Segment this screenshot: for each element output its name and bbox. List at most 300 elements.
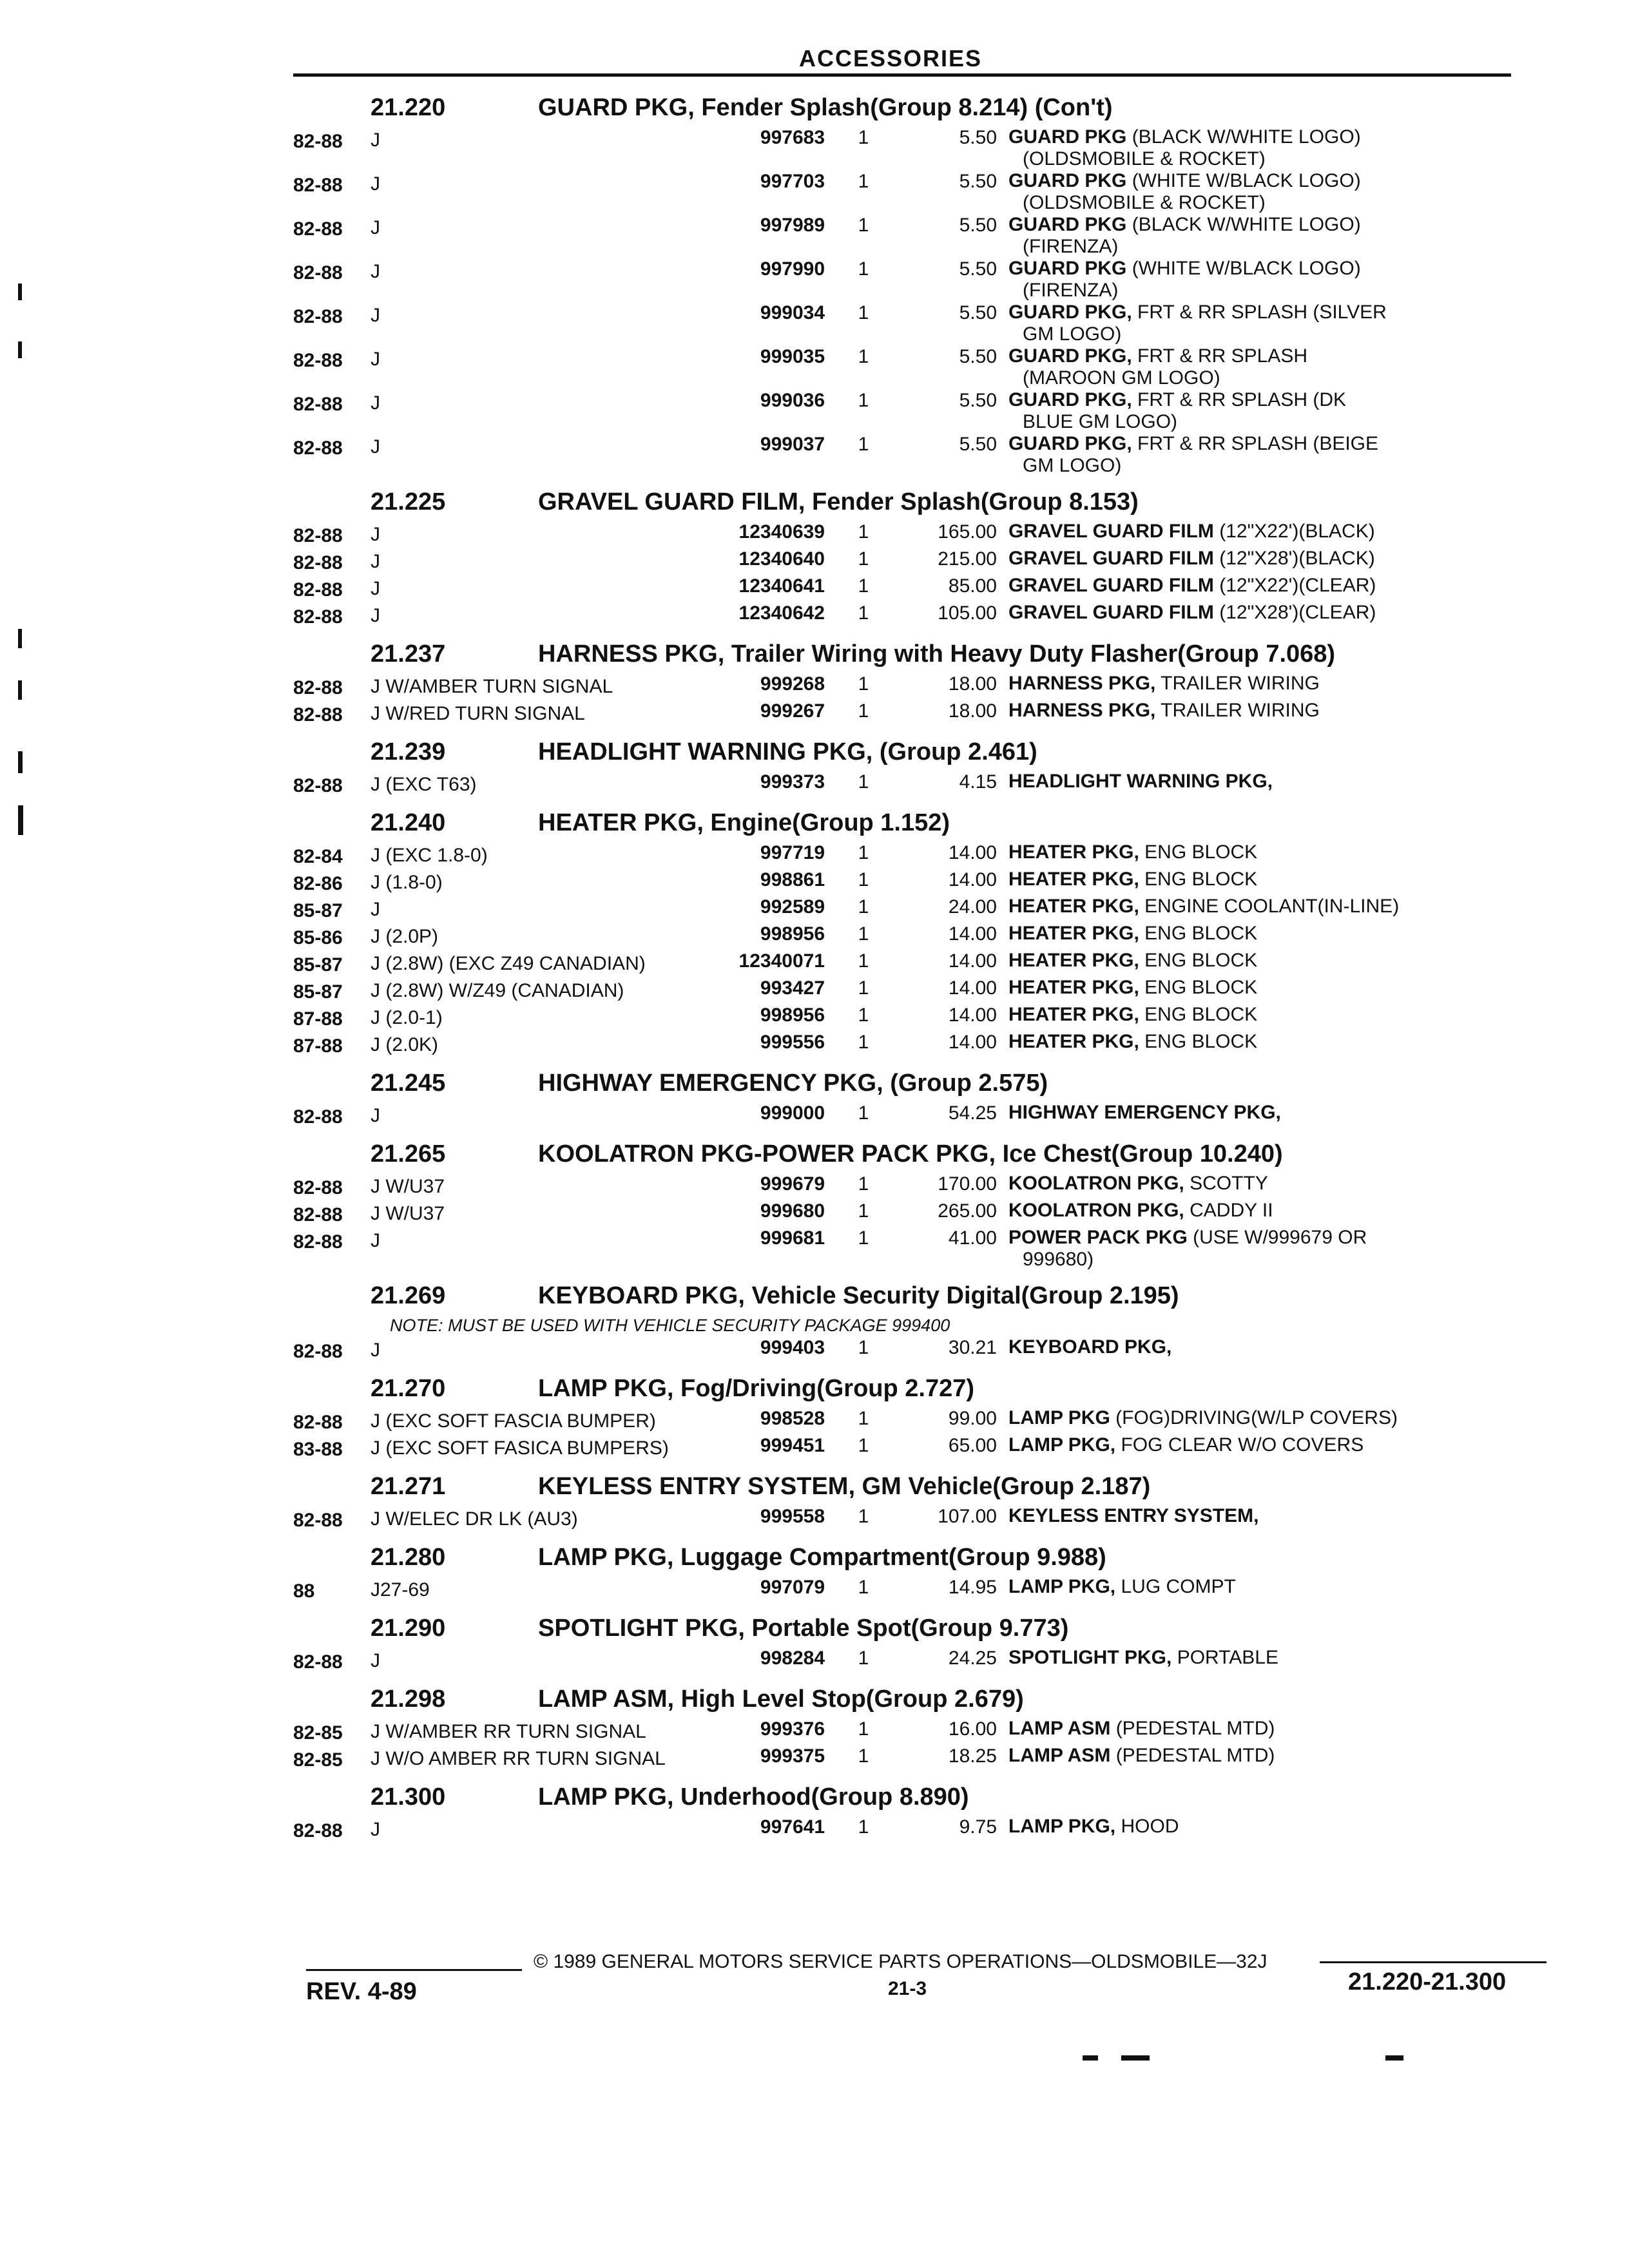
footer-page-number: 21-3 (888, 1978, 927, 1999)
part-number: 999680 (760, 1200, 825, 1222)
part-detail-continued: (FIRENZA) (1023, 236, 1119, 257)
part-detail-continued: (FIRENZA) (1023, 280, 1119, 301)
section-title: HEATER PKG, Engine(Group 1.152) (538, 809, 950, 836)
catalog-section (293, 1778, 1518, 1843)
section-title: LAMP PKG, Luggage Compartment(Group 9.988) (538, 1544, 1106, 1571)
catalog-section (293, 1610, 1518, 1674)
section-number: 21.220 (371, 94, 446, 121)
model-applicability: J (371, 578, 380, 599)
part-row (293, 602, 1518, 629)
part-number: 999403 (760, 1337, 825, 1358)
section-heading (293, 733, 1518, 771)
part-name: GRAVEL GUARD FILM (1008, 521, 1214, 542)
price: 14.00 (948, 1004, 997, 1026)
model-years: 82-88 (293, 552, 343, 573)
part-number: 993427 (760, 977, 825, 999)
part-name: HEATER PKG, (1008, 869, 1139, 890)
part-name: GUARD PKG, (1008, 433, 1132, 454)
part-number: 998956 (760, 923, 825, 945)
quantity: 1 (858, 1102, 869, 1124)
section-heading (293, 635, 1518, 673)
model-years: 87-88 (293, 1008, 343, 1030)
model-years: 82-88 (293, 677, 343, 698)
part-detail: LUG COMPT (1121, 1576, 1236, 1597)
part-row (293, 950, 1518, 977)
price: 14.00 (948, 923, 997, 945)
price: 5.50 (959, 127, 997, 148)
part-detail: (BLACK W/WHITE LOGO) (1132, 214, 1361, 235)
part-detail-continued: (OLDSMOBILE & ROCKET) (1023, 192, 1266, 213)
part-description (1008, 1173, 1543, 1195)
part-detail: ENG BLOCK (1144, 1004, 1258, 1025)
quantity: 1 (858, 434, 869, 455)
part-description (1008, 896, 1543, 918)
model-applicability: J (371, 1230, 380, 1251)
part-row (293, 1718, 1518, 1745)
part-name: LAMP PKG (1008, 1407, 1110, 1428)
part-number: 997990 (760, 258, 825, 280)
model-years: 82-88 (293, 704, 343, 726)
model-applicability: J (2.0P) (371, 926, 439, 947)
price: 18.00 (948, 700, 997, 722)
description-line (1008, 170, 1543, 192)
part-detail-continued: (OLDSMOBILE & ROCKET) (1023, 148, 1266, 169)
section-heading (293, 1680, 1518, 1718)
part-row (293, 389, 1518, 433)
model-applicability: J (371, 524, 380, 545)
part-detail: (12"X22')(BLACK) (1219, 521, 1375, 542)
description-line (1008, 1647, 1543, 1669)
scan-mark (18, 284, 22, 300)
part-name: KEYBOARD PKG, (1008, 1336, 1172, 1358)
part-detail: (USE W/999679 OR (1193, 1227, 1367, 1248)
section-title: KEYBOARD PKG, Vehicle Security Digital(Group 2.195) (538, 1282, 1179, 1309)
part-detail: FRT & RR SPLASH (SILVER (1137, 302, 1387, 323)
model-applicability: J (2.0K) (371, 1034, 439, 1055)
footer-revision: REV. 4-89 (306, 1978, 417, 2005)
part-detail: (WHITE W/BLACK LOGO) (1132, 170, 1361, 191)
part-name: HEATER PKG, (1008, 1031, 1139, 1052)
quantity: 1 (858, 346, 869, 367)
description-line (1008, 575, 1543, 597)
part-number: 999558 (760, 1506, 825, 1527)
quantity: 1 (858, 521, 869, 543)
price: 265.00 (938, 1200, 997, 1222)
part-description (1008, 923, 1543, 945)
model-applicability: J (371, 551, 380, 572)
model-years: 87-88 (293, 1035, 343, 1057)
model-years: 82-88 (293, 1106, 343, 1128)
model-applicability: J W/O AMBER RR TURN SIGNAL (371, 1748, 666, 1769)
quantity: 1 (858, 771, 869, 793)
part-row (293, 1336, 1518, 1363)
quantity: 1 (858, 1816, 869, 1838)
price: 5.50 (959, 302, 997, 323)
catalog-section (293, 635, 1518, 727)
section-heading (293, 483, 1518, 521)
price: 54.25 (948, 1102, 997, 1124)
part-detail: ENG BLOCK (1144, 950, 1258, 971)
section-heading (293, 1277, 1518, 1314)
quantity: 1 (858, 950, 869, 972)
price: 14.00 (948, 842, 997, 863)
part-description (1008, 258, 1543, 302)
part-number: 12340071 (738, 950, 825, 972)
model-years: 83-88 (293, 1439, 343, 1460)
part-description (1008, 950, 1543, 972)
quantity: 1 (858, 1718, 869, 1740)
part-description (1008, 1576, 1543, 1598)
model-years: 82-88 (293, 1651, 343, 1673)
part-name: KOOLATRON PKG, (1008, 1173, 1184, 1194)
scan-mark (1385, 2055, 1403, 2061)
part-number: 999556 (760, 1032, 825, 1053)
part-detail-continued: GM LOGO) (1023, 323, 1122, 345)
part-number: 999375 (760, 1745, 825, 1767)
part-number: 12340642 (738, 602, 825, 624)
price: 30.21 (948, 1337, 997, 1358)
part-number: 999679 (760, 1173, 825, 1195)
part-detail: FOG CLEAR W/O COVERS (1121, 1434, 1364, 1456)
model-applicability: J (2.0-1) (371, 1007, 443, 1028)
section-title: LAMP PKG, Fog/Driving(Group 2.727) (538, 1375, 975, 1402)
model-applicability: J W/AMBER TURN SIGNAL (371, 676, 613, 697)
part-row (293, 1102, 1518, 1129)
part-detail: (12"X28')(BLACK) (1219, 548, 1375, 569)
price: 5.50 (959, 215, 997, 236)
scan-mark (18, 680, 22, 700)
part-name: POWER PACK PKG (1008, 1227, 1188, 1248)
part-description (1008, 1407, 1543, 1429)
model-years: 82-85 (293, 1749, 343, 1771)
section-number: 21.265 (371, 1140, 446, 1168)
part-row (293, 1505, 1518, 1532)
model-applicability: J27-69 (371, 1579, 430, 1600)
quantity: 1 (858, 548, 869, 570)
description-line (1008, 521, 1543, 543)
model-applicability: J (EXC 1.8-0) (371, 845, 488, 866)
section-heading (293, 1468, 1518, 1505)
part-number: 999681 (760, 1227, 825, 1249)
model-years: 82-88 (293, 1177, 343, 1198)
part-description (1008, 869, 1543, 890)
price: 5.50 (959, 434, 997, 455)
part-name: GUARD PKG, (1008, 345, 1132, 367)
part-detail-continued: GM LOGO) (1023, 455, 1122, 476)
price: 14.95 (948, 1577, 997, 1598)
model-years: 82-88 (293, 350, 343, 371)
part-detail: (12"X28')(CLEAR) (1219, 602, 1376, 623)
part-description (1008, 433, 1543, 477)
model-years: 88 (293, 1581, 315, 1602)
quantity: 1 (858, 1004, 869, 1026)
description-line (1008, 841, 1543, 863)
quantity: 1 (858, 1577, 869, 1598)
quantity: 1 (858, 258, 869, 280)
section-heading (293, 1064, 1518, 1102)
quantity: 1 (858, 869, 869, 890)
price: 65.00 (948, 1435, 997, 1456)
part-number: 998956 (760, 1004, 825, 1026)
description-line (1008, 258, 1543, 280)
quantity: 1 (858, 1173, 869, 1195)
part-description (1008, 1434, 1543, 1456)
model-applicability: J (371, 173, 380, 195)
model-applicability: J (371, 1105, 380, 1126)
part-number: 999451 (760, 1435, 825, 1456)
model-years: 82-88 (293, 775, 343, 796)
part-detail: (12"X22')(CLEAR) (1219, 575, 1376, 596)
description-line (1008, 1004, 1543, 1026)
part-detail: HOOD (1121, 1816, 1179, 1837)
model-applicability: J (371, 1340, 380, 1361)
part-row (293, 1745, 1518, 1772)
part-number: 997703 (760, 171, 825, 192)
part-row (293, 1407, 1518, 1434)
part-name: GRAVEL GUARD FILM (1008, 575, 1214, 596)
price: 99.00 (948, 1408, 997, 1429)
part-detail: ENG BLOCK (1144, 977, 1258, 998)
model-applicability: J (371, 130, 380, 151)
description-line (1008, 345, 1543, 367)
description-line (1008, 896, 1543, 918)
model-years: 82-88 (293, 306, 343, 327)
model-applicability: J (371, 217, 380, 238)
scan-mark (18, 751, 23, 773)
model-years: 82-88 (293, 218, 343, 240)
part-row (293, 771, 1518, 798)
part-number: 992589 (760, 896, 825, 918)
catalog-section (293, 89, 1518, 477)
section-title: HIGHWAY EMERGENCY PKG, (Group 2.575) (538, 1070, 1048, 1097)
part-description (1008, 1718, 1543, 1740)
section-title: GUARD PKG, Fender Splash(Group 8.214) (Con't) (538, 94, 1113, 121)
section-number: 21.269 (371, 1282, 446, 1309)
part-number: 997719 (760, 842, 825, 863)
section-number: 21.239 (371, 738, 446, 765)
part-number: 999036 (760, 390, 825, 411)
part-description (1008, 602, 1543, 624)
model-years: 82-88 (293, 1820, 343, 1841)
section-heading (293, 1370, 1518, 1407)
part-number: 997989 (760, 215, 825, 236)
model-years: 82-88 (293, 1341, 343, 1362)
quantity: 1 (858, 390, 869, 411)
footer-rule-right (1320, 1961, 1547, 1963)
model-years: 82-86 (293, 873, 343, 894)
part-number: 12340639 (738, 521, 825, 543)
scan-mark (1083, 2055, 1098, 2061)
part-name: HEATER PKG, (1008, 923, 1139, 944)
price: 215.00 (938, 548, 997, 570)
part-detail: ENG BLOCK (1144, 869, 1258, 890)
section-number: 21.298 (371, 1686, 446, 1713)
price: 105.00 (938, 602, 997, 624)
part-description (1008, 1227, 1543, 1271)
price: 5.50 (959, 258, 997, 280)
part-number: 998528 (760, 1408, 825, 1429)
part-description (1008, 548, 1543, 570)
section-number: 21.270 (371, 1375, 446, 1402)
part-detail: FRT & RR SPLASH (1137, 345, 1307, 367)
part-description (1008, 1200, 1543, 1222)
part-number: 999034 (760, 302, 825, 323)
model-years: 82-88 (293, 1510, 343, 1531)
part-detail: SCOTTY (1190, 1173, 1268, 1194)
part-row (293, 977, 1518, 1004)
part-name: GUARD PKG (1008, 214, 1127, 235)
catalog-section (293, 1680, 1518, 1772)
part-description (1008, 673, 1543, 695)
section-heading (293, 1539, 1518, 1576)
description-line (1008, 126, 1543, 148)
quantity: 1 (858, 673, 869, 695)
description-line (1008, 977, 1543, 999)
quantity: 1 (858, 1745, 869, 1767)
part-name: LAMP PKG, (1008, 1576, 1116, 1597)
part-description (1008, 1816, 1543, 1838)
part-name: GUARD PKG (1008, 170, 1127, 191)
part-description (1008, 1004, 1543, 1026)
model-applicability: J (EXC T63) (371, 774, 477, 795)
part-row (293, 521, 1518, 548)
model-years: 85-86 (293, 927, 343, 948)
part-description (1008, 700, 1543, 722)
quantity: 1 (858, 1648, 869, 1669)
catalog-section (293, 1064, 1518, 1129)
description-line (1008, 548, 1543, 570)
catalog-section (293, 1277, 1518, 1363)
part-row (293, 896, 1518, 923)
part-detail: TRAILER WIRING (1161, 700, 1320, 721)
part-number: 998861 (760, 869, 825, 890)
part-number: 999035 (760, 346, 825, 367)
quantity: 1 (858, 171, 869, 192)
price: 16.00 (948, 1718, 997, 1740)
part-name: HEATER PKG, (1008, 896, 1139, 917)
part-description (1008, 521, 1543, 543)
part-description (1008, 389, 1543, 433)
model-years: 85-87 (293, 954, 343, 975)
part-description (1008, 214, 1543, 258)
quantity: 1 (858, 1200, 869, 1222)
part-description (1008, 1745, 1543, 1767)
part-detail: (BLACK W/WHITE LOGO) (1132, 126, 1361, 148)
part-name: GUARD PKG (1008, 258, 1127, 279)
description-line (1008, 1745, 1543, 1767)
description-line (1008, 1816, 1543, 1838)
model-applicability: J (1.8-0) (371, 872, 443, 893)
quantity: 1 (858, 977, 869, 999)
catalog-section (293, 1135, 1518, 1271)
part-detail: FRT & RR SPLASH (DK (1137, 389, 1346, 410)
part-description (1008, 1336, 1543, 1358)
model-applicability: J (371, 436, 380, 457)
part-description (1008, 170, 1543, 214)
price: 5.50 (959, 171, 997, 192)
price: 85.00 (948, 575, 997, 597)
part-row (293, 1647, 1518, 1674)
quantity: 1 (858, 1408, 869, 1429)
description-line (1008, 602, 1543, 624)
description-line (1008, 869, 1543, 890)
part-row (293, 841, 1518, 869)
description-line (1008, 923, 1543, 945)
part-row (293, 673, 1518, 700)
model-applicability: J (EXC SOFT FASCIA BUMPER) (371, 1410, 656, 1432)
scan-mark (18, 805, 23, 835)
quantity: 1 (858, 575, 869, 597)
description-line (1008, 700, 1543, 722)
quantity: 1 (858, 896, 869, 918)
model-applicability: J W/RED TURN SIGNAL (371, 703, 585, 724)
section-title: HEADLIGHT WARNING PKG, (Group 2.461) (538, 738, 1037, 765)
model-years: 82-88 (293, 1231, 343, 1253)
part-name: LAMP PKG, (1008, 1816, 1116, 1837)
description-line (1008, 1031, 1543, 1053)
description-line (1008, 1173, 1543, 1195)
description-line (1008, 1505, 1543, 1527)
price: 14.00 (948, 1032, 997, 1053)
model-applicability: J (371, 1650, 380, 1671)
section-title: SPOTLIGHT PKG, Portable Spot(Group 9.773) (538, 1615, 1069, 1642)
part-detail-continued: (MAROON GM LOGO) (1023, 367, 1220, 389)
description-line (1008, 1102, 1543, 1124)
part-name: GRAVEL GUARD FILM (1008, 548, 1214, 569)
part-row (293, 1004, 1518, 1031)
price: 165.00 (938, 521, 997, 543)
scan-mark (18, 629, 22, 648)
part-description (1008, 1505, 1543, 1527)
part-name: LAMP PKG, (1008, 1434, 1116, 1456)
footer-rule-left (306, 1969, 522, 1971)
part-detail: TRAILER WIRING (1161, 673, 1320, 694)
description-line (1008, 1718, 1543, 1740)
section-note: NOTE: MUST BE USED WITH VEHICLE SECURITY PACKAGE 999400 (390, 1316, 950, 1335)
model-years: 82-88 (293, 606, 343, 628)
section-title: LAMP PKG, Underhood(Group 8.890) (538, 1783, 969, 1811)
section-heading (293, 804, 1518, 841)
part-number: 999373 (760, 771, 825, 793)
section-heading (293, 1778, 1518, 1816)
price: 5.50 (959, 346, 997, 367)
part-name: HEATER PKG, (1008, 1004, 1139, 1025)
part-detail: FRT & RR SPLASH (BEIGE (1137, 433, 1379, 454)
header-rule (293, 73, 1511, 77)
part-detail: ENG BLOCK (1144, 841, 1258, 863)
model-years: 82-88 (293, 579, 343, 601)
quantity: 1 (858, 127, 869, 148)
part-number: 12340641 (738, 575, 825, 597)
quantity: 1 (858, 700, 869, 722)
part-name: HARNESS PKG, (1008, 673, 1156, 694)
part-number: 999267 (760, 700, 825, 722)
part-description (1008, 977, 1543, 999)
part-name: KEYLESS ENTRY SYSTEM, (1008, 1505, 1259, 1526)
price: 41.00 (948, 1227, 997, 1249)
model-applicability: J (371, 899, 380, 920)
part-detail: (PEDESTAL MTD) (1115, 1745, 1275, 1766)
part-row (293, 1434, 1518, 1461)
part-row (293, 923, 1518, 950)
part-name: KOOLATRON PKG, (1008, 1200, 1184, 1221)
part-number: 999268 (760, 673, 825, 695)
part-name: LAMP ASM (1008, 1718, 1111, 1739)
part-description (1008, 771, 1543, 793)
part-row (293, 258, 1518, 302)
description-line (1008, 1407, 1543, 1429)
part-number: 999376 (760, 1718, 825, 1740)
